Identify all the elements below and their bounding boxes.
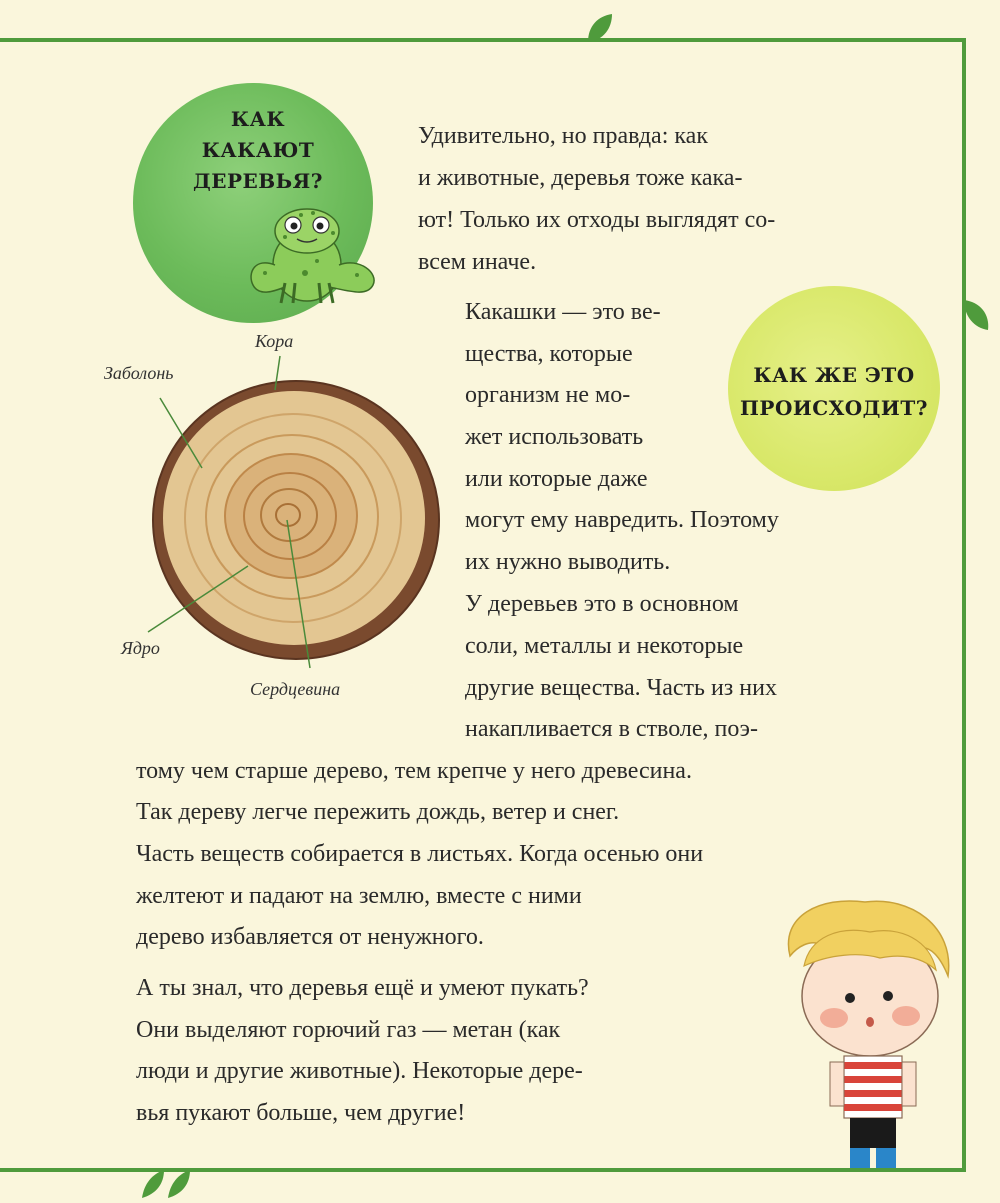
- text-line: Часть веществ собирается в листьях. Когда осенью они: [136, 841, 704, 867]
- text-line: всем иначе.: [418, 249, 537, 275]
- label-bark: Кора: [255, 331, 294, 351]
- boy-illustration: [770, 896, 960, 1176]
- text-line: люди и другие животные). Некоторые дере-: [136, 1058, 583, 1084]
- heading-line: КАКАЮТ: [201, 138, 315, 162]
- text-line: организм не мо-: [465, 382, 631, 408]
- text-line: соли, металлы и некоторые: [465, 633, 744, 659]
- text-line: тому чем старше дерево, тем крепче у него древесина.: [136, 758, 692, 784]
- heading-line: ДЕРЕВЬЯ?: [192, 169, 324, 193]
- text-line: ют! Только их отходы выглядят со-: [418, 207, 776, 233]
- label-sapwood: Заболонь: [104, 363, 174, 383]
- text-line: накапливается в стволе, поэ-: [465, 716, 758, 742]
- text-line: У деревьев это в основном: [465, 591, 739, 617]
- text-line: их нужно выводить.: [465, 549, 671, 575]
- text-line: щества, которые: [465, 341, 633, 367]
- text-line: жет использовать: [465, 424, 644, 450]
- text-line: дерево избавляется от ненужного.: [136, 924, 484, 950]
- text-line: Они выделяют горючий газ — метан (как: [136, 1017, 561, 1043]
- text-line: Какашки — это ве-: [465, 299, 661, 325]
- text-line: Удивительно, но правда: как: [418, 123, 708, 149]
- label-heartwood: Сердцевина: [250, 679, 341, 699]
- text-line: вья пукают больше, чем другие!: [136, 1100, 466, 1126]
- heading-line: КАК: [230, 107, 286, 131]
- text-line: желтеют и падают на землю, вместе с ними: [136, 883, 582, 909]
- label-core: Ядро: [121, 638, 160, 658]
- text-line: могут ему навредить. Поэтому: [465, 507, 779, 533]
- text-line: А ты знал, что деревья ещё и умеют пукать?: [136, 975, 589, 1001]
- text-line: и животные, деревья тоже кака-: [418, 165, 743, 191]
- heading-line: КАК ЖЕ ЭТО: [753, 363, 915, 387]
- heading-line: ПРОИСХОДИТ?: [740, 396, 928, 420]
- text-line: или которые даже: [465, 466, 648, 492]
- text-line: Так дереву легче пережить дождь, ветер и снег.: [136, 799, 620, 825]
- text-line: другие вещества. Часть из них: [465, 675, 777, 701]
